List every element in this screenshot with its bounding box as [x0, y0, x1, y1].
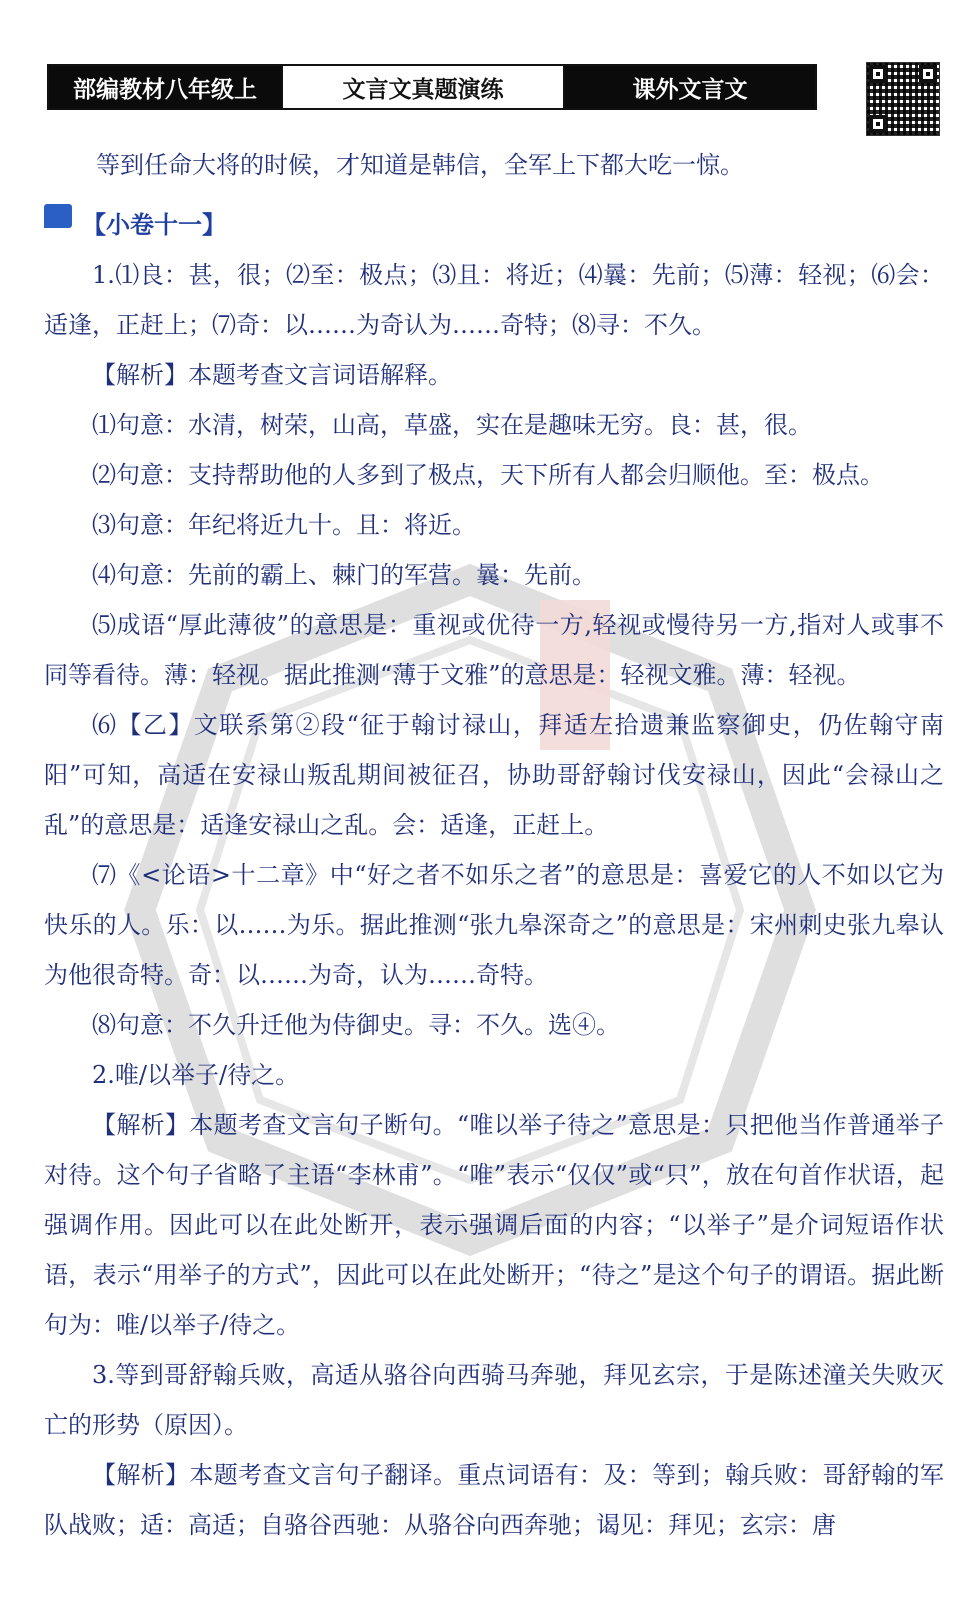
answer-3: 3.等到哥舒翰兵败，高适从骆谷向西骑马奔驰，拜见玄宗，于是陈述潼关失败灭亡的形势（原因）。: [44, 1361, 944, 1439]
explanation-1-5: ⑸成语“厚此薄彼”的意思是：重视或优待一方,轻视或慢待另一方,指对人或事不同等看待。薄：轻视。据此推测“薄于文雅”的意思是：轻视文雅。薄：轻视。: [44, 611, 944, 689]
document-body: [44, 140, 944, 1550]
analysis-1: 【解析】本题考查文言词语解释。: [92, 361, 452, 389]
analysis-3: 【解析】本题考查文言句子翻译。重点词语有：及：等到；翰兵败：哥舒翰的军队战败；适：高适；自骆谷西驰：从骆谷向西奔驰；谒见：拜见；玄宗：唐: [44, 1461, 944, 1539]
header-title: 文言文真题演练: [281, 66, 565, 108]
header-category-label: 课外文言文: [565, 66, 815, 108]
analysis-2: 【解析】本题考查文言句子断句。“唯以举子待之”意思是：只把他当作普通举子对待。这个句子省略了主语“李林甫”。“唯”表示“仅仅”或“只”，放在句首作状语，起强调作用。因此可以在此处断开，表示强调后面的内容；“以举子”是介词短语作状语，表示“用举子的方式”，因此可以在此处断开；“待之”是这个句子的谓语。据此断句为：唯/以举子/待之。: [44, 1111, 944, 1339]
explanation-1-4: ⑷句意：先前的霸上、棘门的军营。曩：先前。: [92, 561, 596, 589]
answer-2: 2.唯/以举子/待之。: [92, 1061, 300, 1089]
qr-code[interactable]: [866, 62, 940, 136]
explanation-1-7: ⑺《<论语>十二章》中“好之者不如乐之者”的意思是：喜爱它的人不如以它为快乐的人。乐：以……为乐。据此推测“张九皋深奇之”的意思是：宋州刺史张九皋认为他很奇特。奇：以……为奇，认为……奇特。: [44, 861, 944, 989]
header-grade-label: 部编教材八年级上: [49, 66, 281, 108]
answer-1: 1.⑴良：甚，很；⑵至：极点；⑶且：将近；⑷曩：先前；⑸薄：轻视；⑹会：适逢，正赶上；⑺奇：以……为奇认为……奇特；⑻寻：不久。: [44, 261, 944, 339]
intro-line: 等到任命大将的时候，才知道是韩信，全军上下都大吃一惊。: [96, 151, 744, 179]
explanation-1-3: ⑶句意：年纪将近九十。且：将近。: [92, 511, 476, 539]
section-title: 【小卷十一】: [82, 209, 226, 239]
note-icon: [44, 204, 72, 228]
header-bar: [47, 64, 817, 110]
explanation-1-8: ⑻句意：不久升迁他为侍御史。寻：不久。选④。: [92, 1011, 620, 1039]
section-heading: [44, 194, 944, 250]
explanation-1-1: ⑴句意：水清，树荣，山高，草盛，实在是趣味无穷。良：甚，很。: [92, 411, 812, 439]
explanation-1-2: ⑵句意：支持帮助他的人多到了极点，天下所有人都会归顺他。至：极点。: [92, 461, 884, 489]
explanation-1-6: ⑹【乙】文联系第②段“征于翰讨禄山，拜适左拾遗兼监察御史，仍佐翰守南阳”可知，高适在安禄山叛乱期间被征召，协助哥舒翰讨伐安禄山，因此“会禄山之乱”的意思是：适逢安禄山之乱。会：适逢，正赶上。: [44, 711, 944, 839]
